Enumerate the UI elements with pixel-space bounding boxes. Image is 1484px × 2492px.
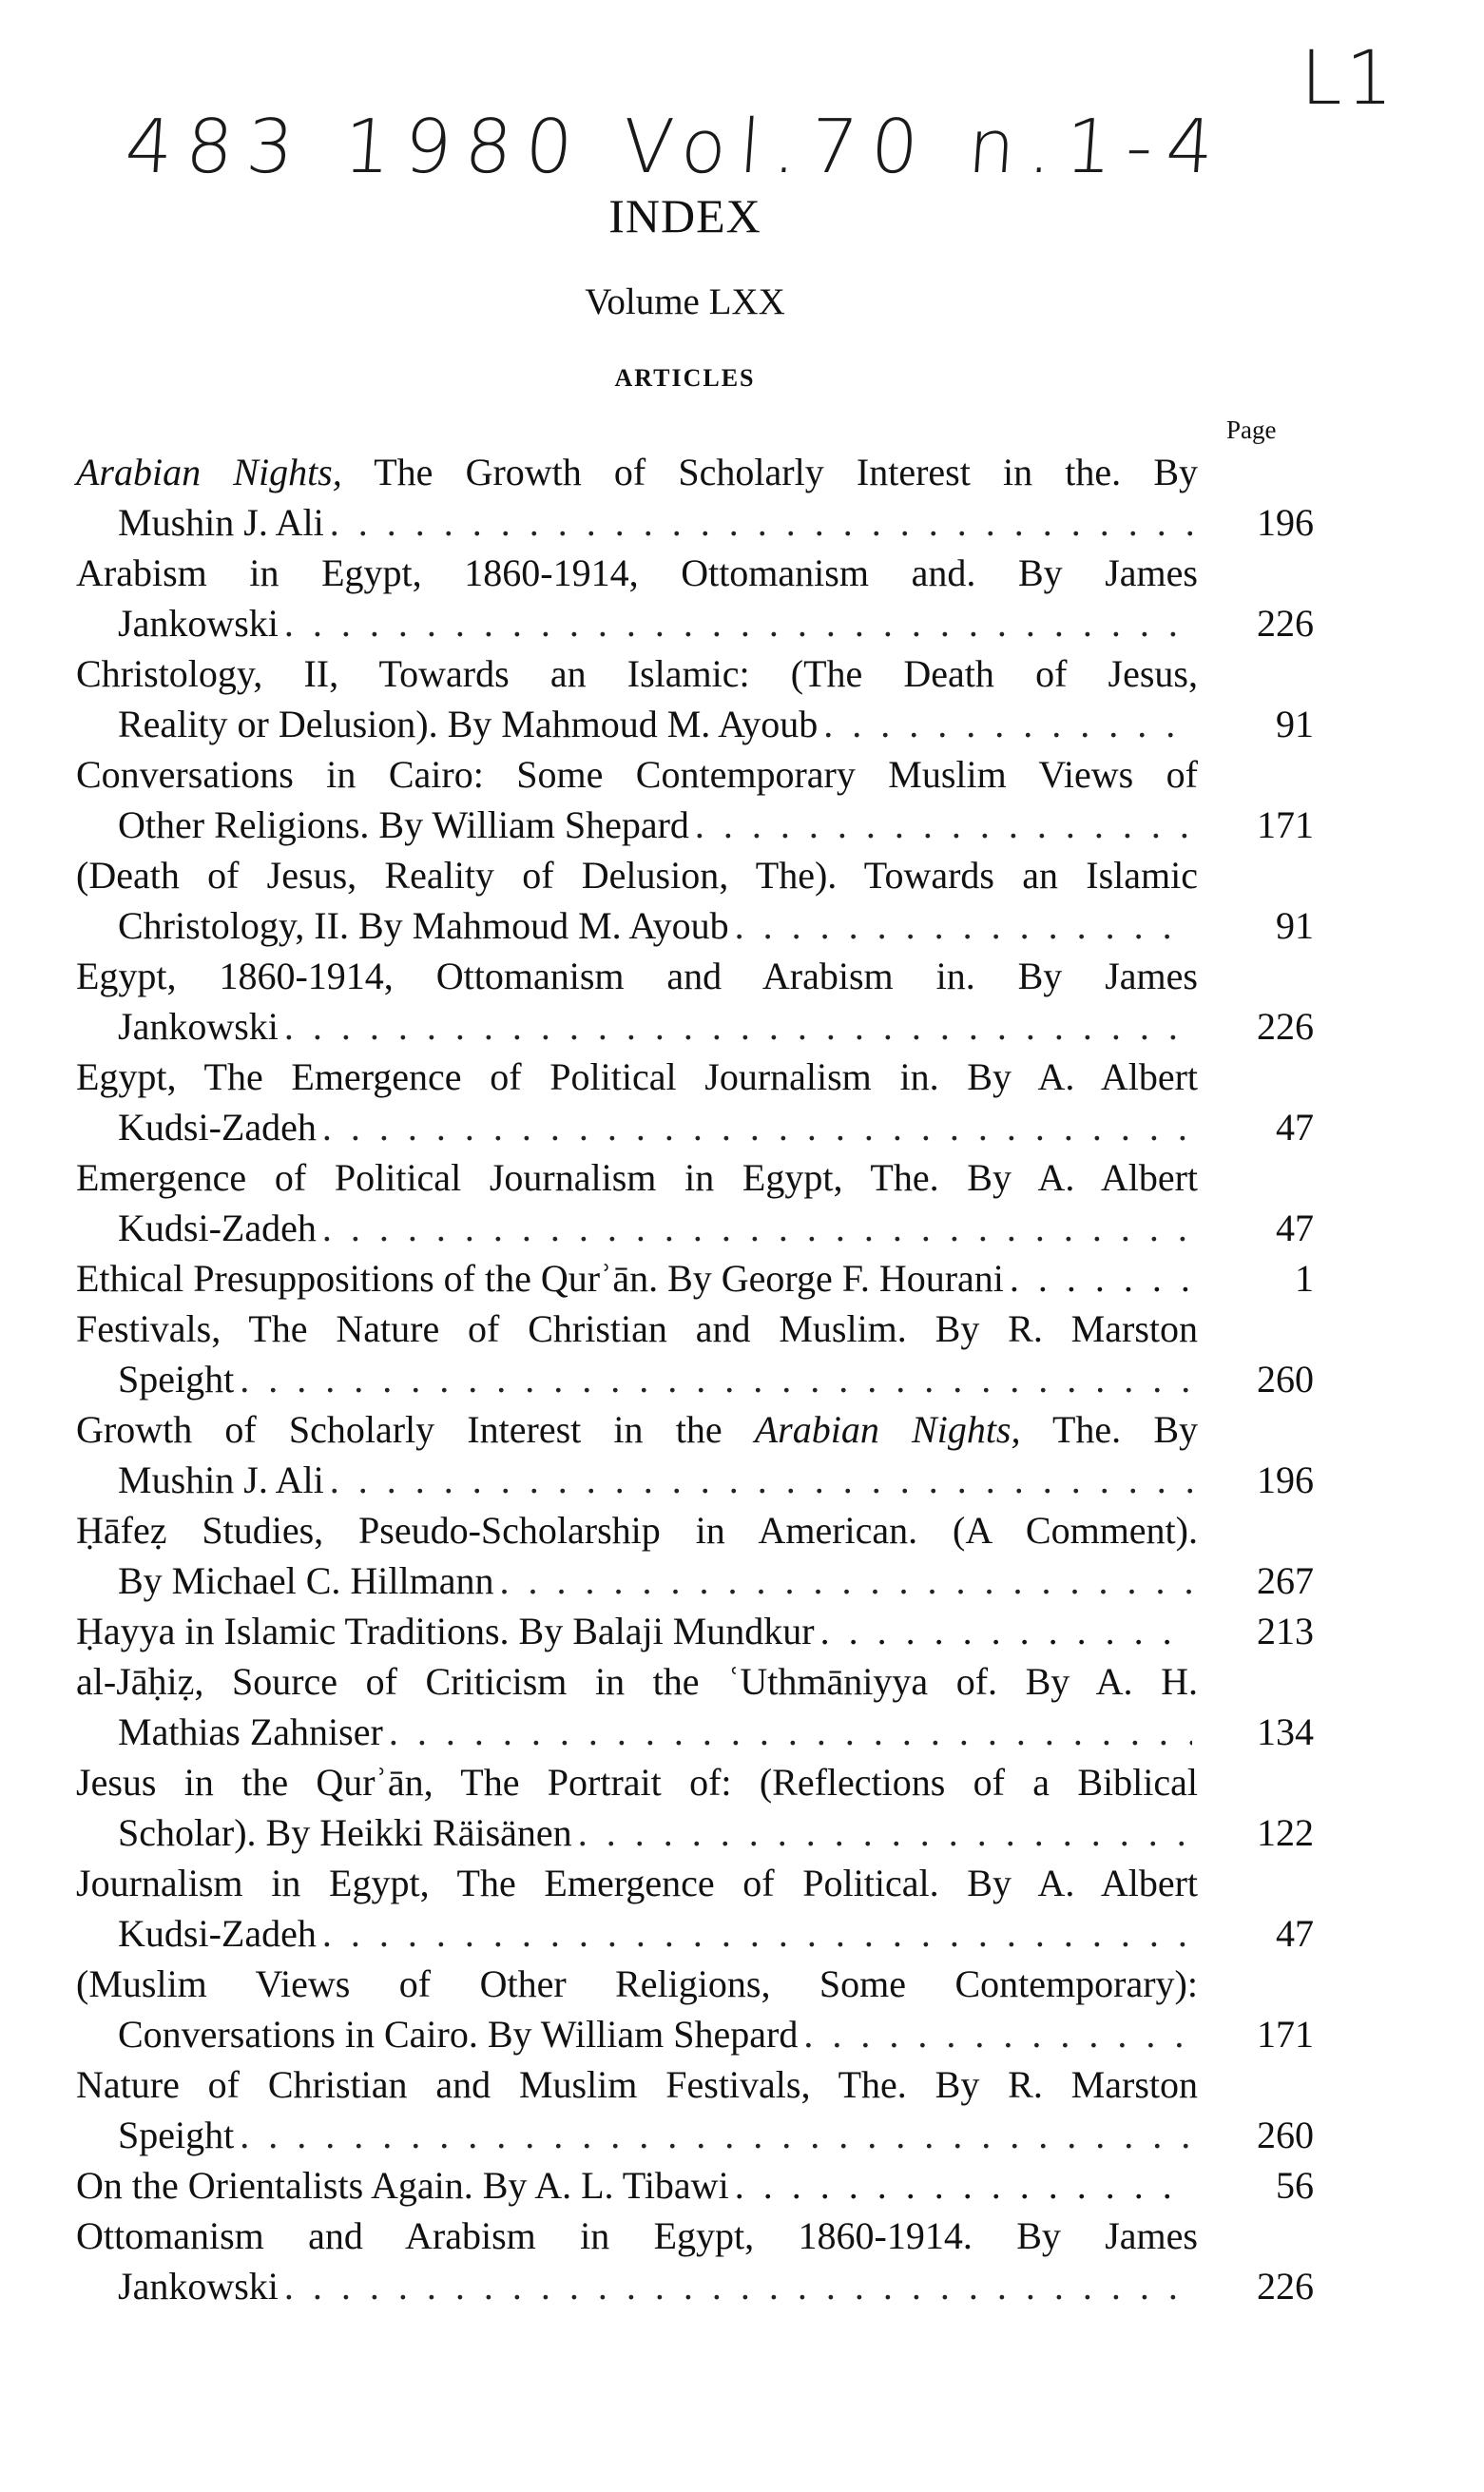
entry-page-number: 226 [1257,1005,1314,1048]
index-entry [76,1757,1314,1858]
entry-first-line: Ḥāfeẓ Studies, Pseudo-Scholarship in American. (A Comment). [76,1509,1198,1552]
entry-first-line: al-Jāḥiẓ, Source of Criticism in the ʿUthmāniyya of. By A. H. [76,1660,1198,1703]
entry-second-line: Jankowski [118,602,279,645]
entry-page-number: 56 [1276,2164,1314,2207]
dot-leader [240,2110,1192,2160]
dot-leader [735,2160,1192,2211]
entry-first-line: Jesus in the Qurʾān, The Portrait of: (Reflections of a Biblical [76,1761,1198,1804]
entry-page-number: 226 [1257,2265,1314,2308]
dot-leader [322,1908,1192,1959]
dot-leader [284,1001,1192,1052]
index-entry [76,648,1314,749]
section-heading: ARTICLES [614,364,756,392]
entry-second-line: Conversations in Cairo. By William Shepard [118,2013,799,2056]
dot-leader [330,497,1192,548]
index-entry [76,548,1314,648]
entry-second-line: Mushin J. Ali [118,1458,324,1501]
entry-second-line: Jankowski [118,2265,279,2308]
dot-leader [695,800,1192,850]
index-entry [76,1404,1314,1505]
entry-second-line: Kudsi-Zadeh [118,1207,317,1249]
entry-first-line: (Death of Jesus, Reality of Delusion, The). Towards an Islamic [76,854,1198,897]
index-entry [76,2211,1314,2311]
index-entry [76,1152,1314,1253]
entry-page-number: 267 [1257,1559,1314,1602]
entry-second-line: Jankowski [118,1005,279,1048]
index-entry [76,1304,1314,1404]
entry-first-line: Growth of Scholarly Interest in the [76,1408,755,1451]
index-entry [76,1052,1314,1152]
dot-leader [322,1102,1192,1152]
entry-page-number: 171 [1257,803,1314,846]
entry-first-line: Egypt, 1860-1914, Ottomanism and Arabism in. By James [76,955,1198,997]
entry-page-number: 171 [1257,2013,1314,2056]
index-entry [76,1505,1314,1606]
entry-title-italic: Arabian Nights, [76,451,342,493]
entry-second-line: Other Religions. By William Shepard [118,803,689,846]
entry-page-number: 47 [1276,1912,1314,1955]
entry-page-number: 260 [1257,2114,1314,2156]
entry-first-line: Emergence of Political Journalism in Egypt, The. By A. Albert [76,1156,1198,1199]
entry-page-number: 196 [1257,501,1314,544]
entry-page-number: 122 [1257,1811,1314,1854]
entry-page-number: 91 [1276,904,1314,947]
index-entry [76,447,1314,548]
handwritten-corner-mark: L1 [1301,36,1397,122]
entry-second-line: Scholar). By Heikki Räisänen [118,1811,572,1854]
entry-page-number: 134 [1257,1710,1314,1753]
entry-first-line: Conversations in Cairo: Some Contemporary Muslim Views of [76,753,1198,796]
dot-leader [735,900,1192,951]
dot-leader [330,1455,1192,1505]
index-entry [76,2059,1314,2160]
handwritten-reference-note: 483 1980 Vol.70 n.1-4 [122,105,1230,190]
dot-leader [284,2261,1192,2311]
entry-first-line: The Growth of Scholarly Interest in the. By [341,451,1198,493]
entry-first-line: Journalism in Egypt, The Emergence of Political. By A. Albert [76,1862,1198,1904]
entry-first-line: Festivals, The Nature of Christian and Muslim. By R. Marston [76,1307,1198,1350]
entry-page-number: 91 [1276,703,1314,745]
index-entry [76,749,1314,850]
index-entry [76,1253,1314,1304]
entry-second-line: Christology, II. By Mahmoud M. Ayoub [118,904,729,947]
index-entry [76,951,1314,1052]
index-entry [76,1858,1314,1959]
entry-single-line: Ḥayya in Islamic Traditions. By Balaji Mundkur [76,1610,815,1652]
volume-label: Volume LXX [585,281,785,322]
dot-leader [803,2009,1192,2059]
dot-leader [389,1707,1192,1757]
dot-leader [820,1606,1192,1656]
entry-second-line: By Michael C. Hillmann [118,1559,494,1602]
entry-page-number: 226 [1257,602,1314,645]
entry-second-line: Speight [118,2114,235,2156]
index-entry [76,1606,1314,1656]
page-title: INDEX [608,189,761,242]
dot-leader [578,1807,1192,1858]
entry-page-number: 47 [1276,1207,1314,1249]
dot-leader [823,699,1192,749]
entry-second-line: Mushin J. Ali [118,501,324,544]
entry-second-line: Speight [118,1358,235,1401]
index-entry [76,1959,1314,2059]
index-entry [76,850,1314,951]
entry-page-number: 260 [1257,1358,1314,1401]
entry-first-line: Nature of Christian and Muslim Festivals, The. By R. Marston [76,2063,1198,2106]
entry-page-number: 213 [1257,1610,1314,1652]
page-column-label: Page [1226,415,1277,444]
entry-first-line: (Muslim Views of Other Religions, Some Contemporary): [76,1962,1198,2005]
dot-leader [240,1354,1192,1404]
dot-leader [322,1203,1192,1253]
dot-leader [1010,1253,1192,1304]
entry-first-line: Christology, II, Towards an Islamic: (The Death of Jesus, [76,652,1198,695]
entry-page-number: 196 [1257,1458,1314,1501]
entry-first-line: Egypt, The Emergence of Political Journalism in. By A. Albert [76,1055,1198,1098]
entry-first-line-tail: The. By [1020,1408,1198,1451]
entry-title-italic: Arabian Nights, [754,1408,1021,1451]
entry-page-number: 47 [1276,1106,1314,1149]
index-entry [76,2160,1314,2211]
entry-single-line: On the Orientalists Again. By A. L. Tibawi [76,2164,729,2207]
index-entry-list [76,447,1314,2311]
entry-first-line: Ottomanism and Arabism in Egypt, 1860-1914. By James [76,2214,1198,2257]
entry-first-line: Arabism in Egypt, 1860-1914, Ottomanism and. By James [76,551,1198,594]
entry-second-line: Kudsi-Zadeh [118,1106,317,1149]
entry-second-line: Kudsi-Zadeh [118,1912,317,1955]
index-entry [76,1656,1314,1757]
dot-leader [500,1555,1192,1606]
entry-second-line: Reality or Delusion). By Mahmoud M. Ayoub [118,703,819,745]
entry-single-line: Ethical Presuppositions of the Qurʾān. By George F. Hourani [76,1257,1004,1300]
entry-page-number: 1 [1295,1257,1314,1300]
dot-leader [284,598,1192,648]
entry-second-line: Mathias Zahniser [118,1710,383,1753]
